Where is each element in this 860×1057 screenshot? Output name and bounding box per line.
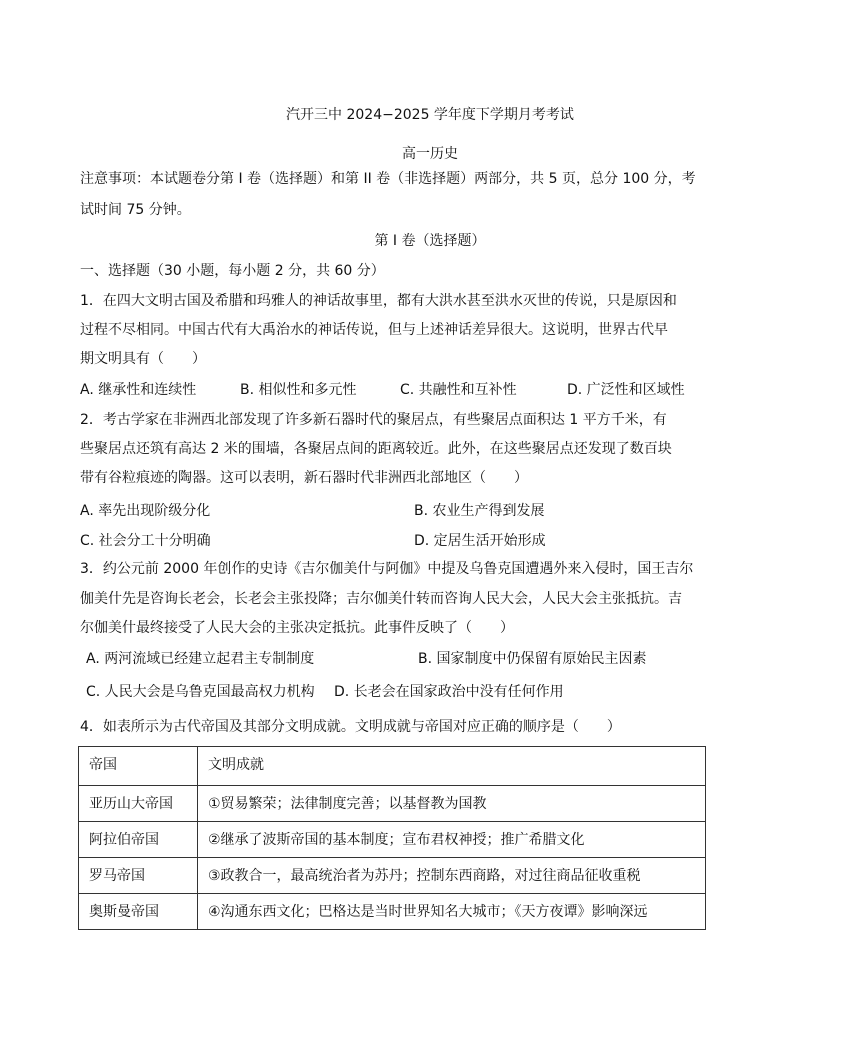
table-cell-empire: 罗马帝国 [79,858,198,894]
table-cell-achievement: ③政教合一，最高统治者为苏丹；控制东西商路，对过往商品征收重税 [198,858,706,894]
question-2-line-2: 些聚居点还筑有高达 2 米的围墙，各聚居点间的距离较近。此外，在这些聚居点还发现了数百块 [80,441,672,457]
question-2-option-a: A. 率先出现阶级分化 [80,503,211,519]
exam-title: 汽开三中 2024−2025 学年度下学期月考考试 [286,107,574,123]
question-2-option-c: C. 社会分工十分明确 [80,533,211,549]
question-1-option-c: C. 共融性和互补性 [400,382,517,398]
question-3-option-a: A. 两河流域已经建立起君主专制制度 [86,651,315,667]
question-3-option-b: B. 国家制度中仍保留有原始民主因素 [418,651,647,667]
question-3-line-1: 3．约公元前 2000 年创作的史诗《吉尔伽美什与阿伽》中提及乌鲁克国遭遇外来入侵时，国王吉尔 [80,561,694,577]
question-2-option-b: B. 农业生产得到发展 [414,503,545,519]
question-1-line-3: 期文明具有（ ） [80,351,206,367]
question-2-option-d: D. 定居生活开始形成 [414,533,546,549]
notice-line-2: 试时间 75 分钟。 [80,202,191,218]
table-header-empire: 帝国 [79,747,198,786]
question-1-option-d: D. 广泛性和区域性 [567,382,685,398]
section-heading: 一、选择题（30 小题，每小题 2 分，共 60 分） [80,263,385,279]
empire-achievements-table [78,746,706,930]
table-cell-empire: 奥斯曼帝国 [79,894,198,930]
table-row [79,894,706,930]
question-3-option-c: C. 人民大会是乌鲁克国最高权力机构 [86,684,315,700]
part-title: 第 I 卷（选择题） [374,233,486,249]
table-cell-achievement: ①贸易繁荣；法律制度完善；以基督教为国教 [198,786,706,822]
question-3-line-3: 尔伽美什最终接受了人民大会的主张决定抵抗。此事件反映了（ ） [80,620,514,636]
question-1-line-2: 过程不尽相同。中国古代有大禹治水的神话传说，但与上述神话差异很大。这说明，世界古代早 [80,322,668,338]
notice-line-1: 注意事项：本试题卷分第 I 卷（选择题）和第 II 卷（非选择题）两部分，共 5 页，总分 100 分，考 [80,171,696,187]
table-row [79,858,706,894]
question-1-option-a: A. 继承性和连续性 [80,382,197,398]
question-1-line-1: 1．在四大文明古国及希腊和玛雅人的神话故事里，都有大洪水甚至洪水灭世的传说，只是原因和 [80,293,677,309]
table-cell-achievement: ④沟通东西文化；巴格达是当时世界知名大城市；《天方夜谭》影响深远 [198,894,706,930]
table-row [79,822,706,858]
question-3-line-2: 伽美什先是咨询长老会，长老会主张投降；吉尔伽美什转而咨询人民大会，人民大会主张抵抗。吉 [80,591,682,607]
table-cell-empire: 阿拉伯帝国 [79,822,198,858]
question-4-line-1: 4．如表所示为古代帝国及其部分文明成就。文明成就与帝国对应正确的顺序是（ ） [80,719,621,735]
subject-title: 高一历史 [402,146,458,162]
table-header-row [79,747,706,786]
question-2-line-3: 带有谷粒痕迹的陶器。这可以表明，新石器时代非洲西北部地区（ ） [80,470,528,486]
table-header-achievement: 文明成就 [198,747,706,786]
question-2-line-1: 2．考古学家在非洲西北部发现了许多新石器时代的聚居点，有些聚居点面积达 1 平方千米，有 [80,412,667,428]
table-cell-empire: 亚历山大帝国 [79,786,198,822]
question-1-option-b: B. 相似性和多元性 [240,382,357,398]
table-row [79,786,706,822]
table-cell-achievement: ②继承了波斯帝国的基本制度；宣布君权神授；推广希腊文化 [198,822,706,858]
question-3-option-d: D. 长老会在国家政治中没有任何作用 [334,684,564,700]
